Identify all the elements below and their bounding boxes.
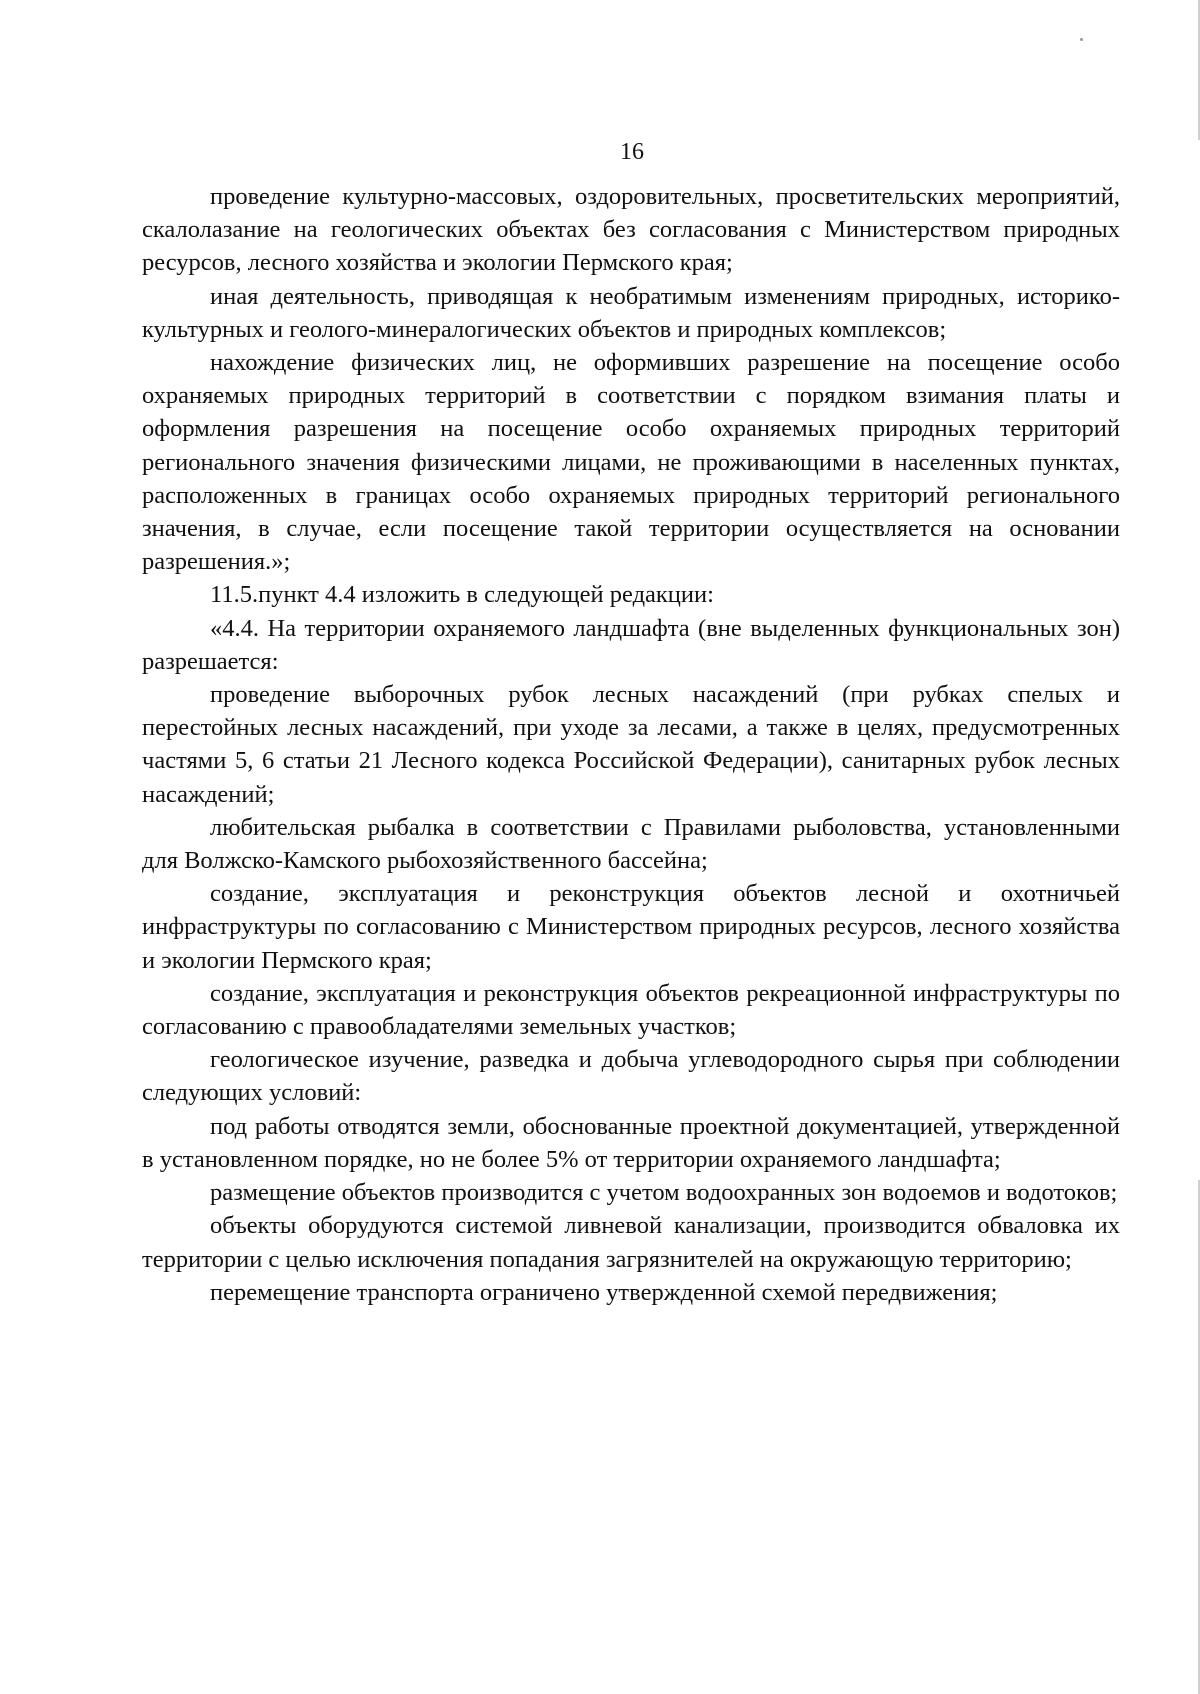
paragraph-clause-4-4: «4.4. На территории охраняемого ландшафта (вне выделенных функциональных зон) разрешается:	[142, 614, 1120, 675]
paragraph-storm-drainage: объекты оборудуются системой ливневой канализации, производится обваловка их территории с целью исключения попадания загрязнителей на окружающую территорию;	[142, 1212, 1120, 1273]
document-body	[142, 180, 1120, 1309]
paragraph-water-protection: размещение объектов производится с учетом водоохранных зон водоемов и водотоков;	[210, 1179, 1118, 1207]
paragraph-amendment-11-5: 11.5.пункт 4.4 изложить в следующей редакции:	[210, 581, 714, 609]
paragraph-cultural-events: проведение культурно-массовых, оздоровительных, просветительских мероприятий, скалолазание на геологических объектах без согласования с Министерством природных ресурсов, лесного хозяйства и экологии Пермского края;	[142, 183, 1120, 277]
paragraph-transport-scheme: перемещение транспорта ограничено утвержденной схемой передвижения;	[210, 1278, 998, 1306]
paragraph-amateur-fishing: любительская рыбалка в соответствии с Правилами рыболовства, установленными для Волжско-Камского рыбохозяйственного бассейна;	[142, 813, 1120, 875]
paragraph-irreversible-activity: иная деятельность, приводящая к необратимым изменениям природных, историко-культурных и геолого-минералогических объектов и природных комплексов;	[142, 282, 1120, 343]
paragraph-selective-felling: проведение выборочных рубок лесных насаждений (при рубках спелых и перестойных лесных насаждений, при уходе за лесами, а также в целях, предусмотренных частями 5, 6 статьи 21 Лесного кодекса Российской Федерации), санитарных рубок лесных насаждений;	[142, 681, 1120, 808]
paragraph-land-allocation: под работы отводятся земли, обоснованные проектной документацией, утвержденной в установленном порядке, но не более 5% от территории охраняемого ландшафта;	[142, 1112, 1120, 1173]
scan-speck	[1080, 38, 1083, 41]
paragraph-recreation-infrastructure: создание, эксплуатация и реконструкция объектов рекреационной инфраструктуры по согласованию с правообладателями земельных участков;	[142, 979, 1120, 1041]
paragraph-hydrocarbon-extraction: геологическое изучение, разведка и добыча углеводородного сырья при соблюдении следующих условий:	[142, 1046, 1120, 1107]
paragraph-visitor-permit: нахождение физических лиц, не оформивших разрешение на посещение особо охраняемых природных территорий в соответствии с порядком взимания платы и оформления разрешения на посещение особо охраняемых природных территорий регионального значения физическими лицами, не проживающими в населенных пунктах, расположенных в границах особо охраняемых природных территорий регионального значения, в случае, если посещение такой территории осуществляется на основании разрешения.»;	[142, 349, 1120, 576]
page-number: 16	[620, 139, 644, 165]
paragraph-forest-infrastructure: создание, эксплуатация и реконструкция объектов лесной и охотничьей инфраструктуры по согласованию с Министерством природных ресурсов, лесного хозяйства и экологии Пермского края;	[142, 880, 1120, 974]
